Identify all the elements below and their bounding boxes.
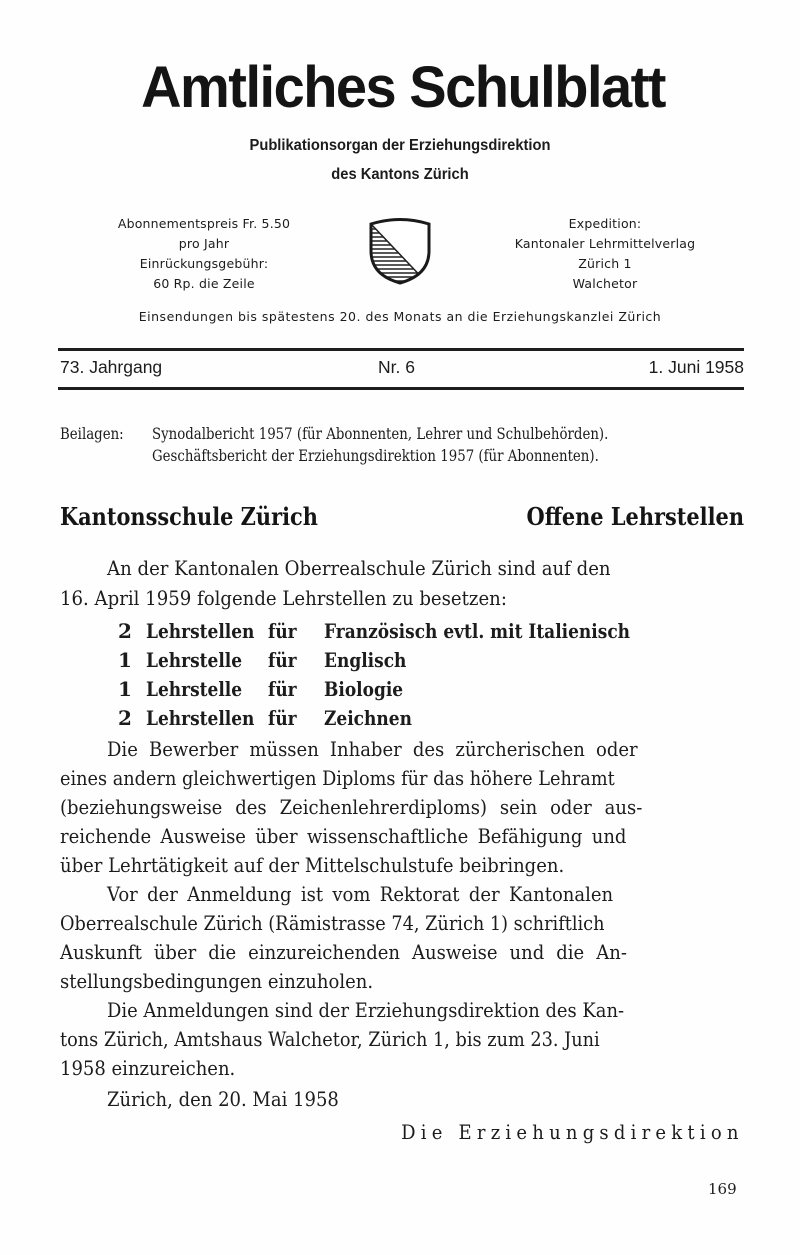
submission-notice: Einsendungen bis spätestens 20. des Monats an die Erziehungskanzlei Zürich [138, 309, 662, 324]
requirements-line: über Lehrtätigkeit auf der Mittelschulstufe beibringen. [60, 853, 565, 877]
issue-number: Nr. 6 [378, 357, 415, 377]
issue-volume: 73. Jahrgang [60, 357, 163, 377]
issue-date: 1. Juni 1958 [648, 357, 744, 377]
zurich-coat-of-arms-icon [365, 215, 435, 285]
supplement-item: Geschäftsbericht der Erziehungsdirektion 1957 (für Abonnenten). [152, 447, 599, 465]
article-heading-school: Kantonsschule Zürich [60, 502, 318, 531]
inquiry-line: Oberrealschule Zürich (Rämistrasse 74, Zürich 1) schriftlich [60, 911, 605, 935]
requirements-line: eines andern gleichwertigen Diploms für das höhere Lehramt [60, 766, 615, 790]
inquiry-line: stellungsbedingungen einzuholen. [60, 969, 374, 993]
requirements-line: (beziehungsweise des Zeichenlehrerdiploms) sein oder aus- [60, 795, 643, 819]
inquiry-line: Auskunft über die einzureichenden Ausweise und die An- [60, 940, 627, 964]
document-page: Amtliches Schulblatt Publikationsorgan der Erziehungsdirektion des Kantons Zürich Abonnementspreis Fr. 5.50 pro Jahr Einrückungsgebühr: 60 Rp. die Zeile Expedition: Kantonaler Lehrmittelverlag Zürich 1 Walchetor Einsendungen bis spätestens 20. des Monats an die Erziehungskanzlei Zürich 73. Jahrgang Nr. 6 1. Juni 1958 Beilagen: Synodalbericht 1957 (für Abonnenten, Lehrer und Schulbehörden). Geschäftsbericht der Erziehungsdirektion 1957 (für Abonnenten). Kantonsschule Zürich Offene Lehrstellen An der Kantonalen Oberrealschule Zürich sind auf den 16. April 1959 folgende Lehrstellen zu besetzen: 2 Lehrstellen für Französisch evtl. mit Italienisch 1 Lehrstelle für Englisch 1 Lehrstelle für Biologie 2 Lehrstellen für Zeichnen Die Bewerber müssen Inhaber des zürcherischen oder eines andern gleichwertigen Diploms für das höhere Lehramt (beziehungsweise des Zeichenlehrerdiploms) sein oder aus- reichende Ausweise über wissenschaftliche Befähigung und über Lehrtätigkeit auf der Mittelschulstufe beibringen. Vor der Anmeldung ist vom Rektorat der Kantonalen Oberrealschule Zürich (Rämistrasse 74, Zürich 1) schriftlich Auskunft über die einzureichenden Ausweise und die An- stellungsbedingungen einzuholen. Die Anmeldungen sind der Erziehungsdirektion des Kan- tons Zürich, Amtshaus Walchetor, Zürich 1, bis zum 23. Juni 1958 einzureichen. Zürich, den 20. Mai 1958 Die Erziehungsdirektion 169 [0, 0, 800, 1255]
divider-top [58, 348, 744, 351]
intro-line: An der Kantonalen Oberrealschule Zürich sind auf den [107, 556, 611, 580]
expedition-location: Walchetor [572, 276, 638, 291]
issue-info-bar [60, 357, 744, 381]
supplement-item: Synodalbericht 1957 (für Abonnenten, Lehrer und Schulbehörden). [152, 425, 609, 443]
application-line: tons Zürich, Amtshaus Walchetor, Zürich 1, bis zum 23. Juni [60, 1027, 600, 1051]
masthead-subtitle-2: des Kantons Zürich [331, 166, 469, 183]
article-heading-vacancies: Offene Lehrstellen [526, 502, 744, 531]
subscription-period: pro Jahr [178, 236, 230, 251]
insertion-fee-label: Einrückungsgebühr: [139, 256, 269, 271]
expedition-label: Expedition: [568, 216, 642, 231]
subscription-price: Abonnementspreis Fr. 5.50 [117, 216, 291, 231]
signature: Die Erziehungsdirektion [401, 1120, 744, 1144]
inquiry-line: Vor der Anmeldung ist vom Rektorat der Kantonalen [107, 882, 614, 906]
insertion-fee-value: 60 Rp. die Zeile [153, 276, 255, 291]
place-date: Zürich, den 20. Mai 1958 [107, 1087, 339, 1111]
page-number: 169 [708, 1180, 737, 1198]
expedition-publisher: Kantonaler Lehrmittelverlag [514, 236, 696, 251]
divider-bottom [58, 387, 744, 390]
application-line: Die Anmeldungen sind der Erziehungsdirektion des Kan- [107, 998, 625, 1022]
expedition-city: Zürich 1 [578, 256, 632, 271]
intro-line: 16. April 1959 folgende Lehrstellen zu besetzen: [60, 586, 507, 610]
expedition-info [490, 214, 720, 294]
subscription-info [84, 214, 324, 294]
masthead-subtitle-1: Publikationsorgan der Erziehungsdirektion [249, 137, 551, 154]
masthead-title: Amtliches Schulblatt [141, 53, 665, 120]
application-line: 1958 einzureichen. [60, 1056, 236, 1080]
requirements-line: Die Bewerber müssen Inhaber des zürcherischen oder [107, 737, 638, 761]
supplements-label: Beilagen: [60, 425, 124, 443]
requirements-line: reichende Ausweise über wissenschaftliche Befähigung und [60, 824, 627, 848]
